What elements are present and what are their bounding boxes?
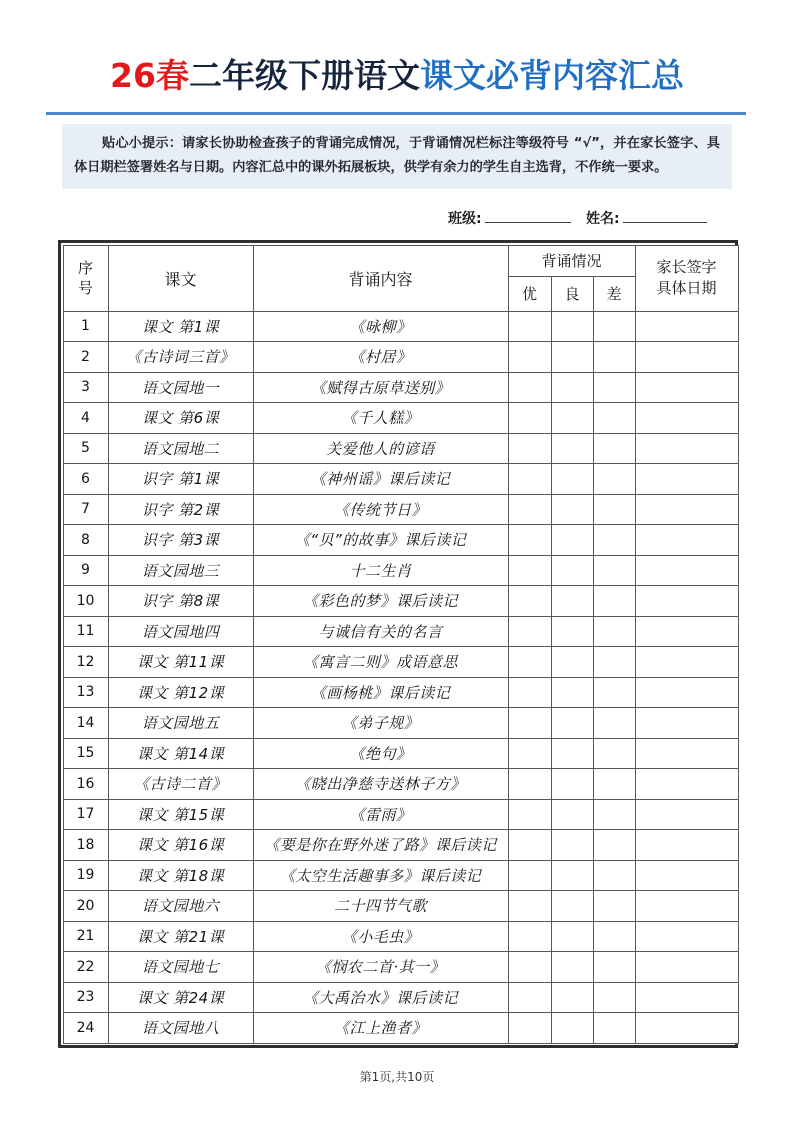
cell-index: 16 bbox=[63, 769, 108, 800]
cell-index: 24 bbox=[63, 1013, 108, 1044]
tip-text: 贴心小提示：请家长协助检查孩子的背诵完成情况，于背诵情况栏标注等级符号 “√”，并在家长签字、具体日期栏签署姓名与日期。内容汇总中的课外拓展板块，供学有余力的学生自主选背，不作统一要求。 bbox=[74, 136, 720, 175]
identity-line bbox=[62, 208, 734, 234]
cell-content: 《咏柳》 bbox=[253, 311, 508, 342]
page-footer: 第1页,共10页 bbox=[359, 1070, 435, 1084]
cell-lesson: 《古诗词三首》 bbox=[108, 342, 253, 373]
table-row bbox=[63, 708, 738, 739]
cell-content: 《太空生活趣事多》课后读记 bbox=[253, 860, 508, 891]
title-part-grade: 二年级下册语文 bbox=[188, 56, 420, 95]
cell-content: 《神州谣》课后读记 bbox=[253, 464, 508, 495]
table-row bbox=[63, 769, 738, 800]
title-underline-rule bbox=[46, 112, 746, 115]
recitation-table-frame bbox=[58, 240, 738, 1048]
header-excellent: 优 bbox=[508, 276, 551, 311]
cell-status-poor[interactable] bbox=[593, 464, 635, 495]
cell-content: 《寓言二则》成语意思 bbox=[253, 647, 508, 678]
cell-content: 《村居》 bbox=[253, 342, 508, 373]
cell-lesson: 课文 第15课 bbox=[108, 799, 253, 830]
cell-status-poor[interactable] bbox=[593, 921, 635, 952]
cell-status-poor[interactable] bbox=[593, 952, 635, 983]
table-row bbox=[63, 921, 738, 952]
header-index bbox=[63, 245, 108, 311]
cell-status-excellent[interactable] bbox=[508, 433, 551, 464]
cell-signature[interactable] bbox=[635, 891, 738, 922]
cell-status-poor[interactable] bbox=[593, 677, 635, 708]
cell-index: 22 bbox=[63, 952, 108, 983]
cell-status-good[interactable] bbox=[551, 708, 593, 739]
cell-status-excellent[interactable] bbox=[508, 555, 551, 586]
cell-status-poor[interactable] bbox=[593, 433, 635, 464]
cell-content: 与诚信有关的名言 bbox=[253, 616, 508, 647]
cell-index: 6 bbox=[63, 464, 108, 495]
cell-content: 十二生肖 bbox=[253, 555, 508, 586]
cell-lesson: 《古诗二首》 bbox=[108, 769, 253, 800]
cell-content: 《雷雨》 bbox=[253, 799, 508, 830]
cell-index: 18 bbox=[63, 830, 108, 861]
cell-status-good[interactable] bbox=[551, 952, 593, 983]
table-row bbox=[63, 891, 738, 922]
name-input-blank[interactable] bbox=[623, 208, 707, 223]
cell-status-poor[interactable] bbox=[593, 372, 635, 403]
table-row bbox=[63, 952, 738, 983]
cell-status-poor[interactable] bbox=[593, 738, 635, 769]
cell-lesson: 识字 第1课 bbox=[108, 464, 253, 495]
cell-status-good[interactable] bbox=[551, 738, 593, 769]
cell-content: 关爱他人的谚语 bbox=[253, 433, 508, 464]
cell-status-good[interactable] bbox=[551, 1013, 593, 1044]
cell-index: 17 bbox=[63, 799, 108, 830]
cell-status-poor[interactable] bbox=[593, 616, 635, 647]
cell-content: 《悯农二首·其一》 bbox=[253, 952, 508, 983]
cell-status-good[interactable] bbox=[551, 830, 593, 861]
cell-status-good[interactable] bbox=[551, 464, 593, 495]
cell-index: 12 bbox=[63, 647, 108, 678]
cell-content: 《要是你在野外迷了路》课后读记 bbox=[253, 830, 508, 861]
table-row bbox=[63, 586, 738, 617]
cell-signature[interactable] bbox=[635, 860, 738, 891]
cell-signature[interactable] bbox=[635, 1013, 738, 1044]
cell-status-poor[interactable] bbox=[593, 708, 635, 739]
table-row bbox=[63, 677, 738, 708]
cell-status-poor[interactable] bbox=[593, 982, 635, 1013]
cell-lesson: 识字 第2课 bbox=[108, 494, 253, 525]
table-row bbox=[63, 525, 738, 556]
cell-status-good[interactable] bbox=[551, 494, 593, 525]
cell-signature[interactable] bbox=[635, 464, 738, 495]
cell-status-excellent[interactable] bbox=[508, 311, 551, 342]
cell-status-good[interactable] bbox=[551, 372, 593, 403]
cell-status-poor[interactable] bbox=[593, 891, 635, 922]
cell-lesson: 课文 第11课 bbox=[108, 647, 253, 678]
cell-content: 《大禹治水》课后读记 bbox=[253, 982, 508, 1013]
cell-status-poor[interactable] bbox=[593, 403, 635, 434]
table-header-row-1 bbox=[63, 245, 738, 276]
cell-signature[interactable] bbox=[635, 952, 738, 983]
table-row bbox=[63, 403, 738, 434]
cell-index: 3 bbox=[63, 372, 108, 403]
cell-lesson: 课文 第21课 bbox=[108, 921, 253, 952]
cell-status-excellent[interactable] bbox=[508, 982, 551, 1013]
header-index-line2: 号 bbox=[77, 279, 93, 297]
cell-index: 14 bbox=[63, 708, 108, 739]
cell-status-poor[interactable] bbox=[593, 799, 635, 830]
table-row bbox=[63, 860, 738, 891]
title-part-subject: 课文必背内容汇总 bbox=[419, 56, 684, 95]
table-row bbox=[63, 464, 738, 495]
cell-signature[interactable] bbox=[635, 799, 738, 830]
cell-signature[interactable] bbox=[635, 738, 738, 769]
cell-content: 《弟子规》 bbox=[253, 708, 508, 739]
cell-index: 7 bbox=[63, 494, 108, 525]
cell-lesson: 课文 第16课 bbox=[108, 830, 253, 861]
cell-lesson: 语文园地三 bbox=[108, 555, 253, 586]
cell-status-excellent[interactable] bbox=[508, 952, 551, 983]
cell-lesson: 课文 第6课 bbox=[108, 403, 253, 434]
cell-signature[interactable] bbox=[635, 677, 738, 708]
cell-status-excellent[interactable] bbox=[508, 342, 551, 373]
cell-signature[interactable] bbox=[635, 403, 738, 434]
cell-signature[interactable] bbox=[635, 647, 738, 678]
cell-index: 23 bbox=[63, 982, 108, 1013]
tip-box bbox=[62, 124, 732, 189]
cell-status-good[interactable] bbox=[551, 799, 593, 830]
cell-status-poor[interactable] bbox=[593, 647, 635, 678]
cell-lesson: 语文园地五 bbox=[108, 708, 253, 739]
table-row bbox=[63, 555, 738, 586]
cell-status-poor[interactable] bbox=[593, 586, 635, 617]
table-row bbox=[63, 1013, 738, 1044]
cell-status-good[interactable] bbox=[551, 616, 593, 647]
header-index-line1: 序 bbox=[77, 258, 93, 277]
cell-lesson: 识字 第3课 bbox=[108, 525, 253, 556]
cell-content: 《江上渔者》 bbox=[253, 1013, 508, 1044]
class-input-blank[interactable] bbox=[485, 208, 571, 223]
name-label: 姓名: bbox=[586, 211, 620, 227]
cell-content: 《千人糕》 bbox=[253, 403, 508, 434]
cell-status-poor[interactable] bbox=[593, 342, 635, 373]
cell-status-good[interactable] bbox=[551, 342, 593, 373]
cell-status-excellent[interactable] bbox=[508, 525, 551, 556]
cell-lesson: 识字 第8课 bbox=[108, 586, 253, 617]
cell-index: 13 bbox=[63, 677, 108, 708]
cell-index: 10 bbox=[63, 586, 108, 617]
page-title bbox=[46, 58, 748, 95]
cell-signature[interactable] bbox=[635, 311, 738, 342]
cell-signature[interactable] bbox=[635, 525, 738, 556]
cell-status-poor[interactable] bbox=[593, 494, 635, 525]
header-signature-line1: 家长签字 bbox=[656, 258, 717, 276]
cell-status-poor[interactable] bbox=[593, 311, 635, 342]
cell-index: 1 bbox=[63, 311, 108, 342]
cell-signature[interactable] bbox=[635, 433, 738, 464]
cell-status-excellent[interactable] bbox=[508, 372, 551, 403]
cell-content: 《彩色的梦》课后读记 bbox=[253, 586, 508, 617]
cell-signature[interactable] bbox=[635, 616, 738, 647]
cell-signature[interactable] bbox=[635, 586, 738, 617]
cell-status-excellent[interactable] bbox=[508, 464, 551, 495]
cell-status-good[interactable] bbox=[551, 586, 593, 617]
header-content: 背诵内容 bbox=[253, 245, 508, 311]
cell-lesson: 课文 第12课 bbox=[108, 677, 253, 708]
cell-status-excellent[interactable] bbox=[508, 830, 551, 861]
cell-index: 2 bbox=[63, 342, 108, 373]
table-row bbox=[63, 433, 738, 464]
cell-lesson: 语文园地八 bbox=[108, 1013, 253, 1044]
cell-status-good[interactable] bbox=[551, 982, 593, 1013]
cell-status-excellent[interactable] bbox=[508, 494, 551, 525]
cell-index: 21 bbox=[63, 921, 108, 952]
table-row bbox=[63, 982, 738, 1013]
cell-status-good[interactable] bbox=[551, 891, 593, 922]
cell-status-excellent[interactable] bbox=[508, 921, 551, 952]
cell-lesson: 语文园地七 bbox=[108, 952, 253, 983]
cell-status-poor[interactable] bbox=[593, 860, 635, 891]
table-row bbox=[63, 647, 738, 678]
header-signature-line2: 具体日期 bbox=[656, 279, 717, 297]
cell-status-good[interactable] bbox=[551, 769, 593, 800]
header-status: 背诵情况 bbox=[508, 245, 635, 276]
cell-signature[interactable] bbox=[635, 921, 738, 952]
cell-status-good[interactable] bbox=[551, 647, 593, 678]
cell-status-good[interactable] bbox=[551, 860, 593, 891]
cell-status-good[interactable] bbox=[551, 433, 593, 464]
header-poor: 差 bbox=[593, 276, 635, 311]
cell-status-excellent[interactable] bbox=[508, 586, 551, 617]
cell-lesson: 课文 第14课 bbox=[108, 738, 253, 769]
cell-status-excellent[interactable] bbox=[508, 708, 551, 739]
cell-signature[interactable] bbox=[635, 982, 738, 1013]
cell-status-poor[interactable] bbox=[593, 830, 635, 861]
cell-status-excellent[interactable] bbox=[508, 799, 551, 830]
cell-status-good[interactable] bbox=[551, 555, 593, 586]
header-signature bbox=[635, 245, 738, 311]
cell-index: 15 bbox=[63, 738, 108, 769]
cell-index: 4 bbox=[63, 403, 108, 434]
header-lesson: 课文 bbox=[108, 245, 253, 311]
cell-status-poor[interactable] bbox=[593, 1013, 635, 1044]
cell-status-poor[interactable] bbox=[593, 769, 635, 800]
cell-lesson: 课文 第18课 bbox=[108, 860, 253, 891]
cell-index: 8 bbox=[63, 525, 108, 556]
cell-status-excellent[interactable] bbox=[508, 860, 551, 891]
table-body bbox=[63, 311, 738, 1043]
cell-status-excellent[interactable] bbox=[508, 1013, 551, 1044]
cell-status-poor[interactable] bbox=[593, 555, 635, 586]
table-header bbox=[63, 245, 738, 311]
cell-content: 《传统节日》 bbox=[253, 494, 508, 525]
cell-content: 《赋得古原草送别》 bbox=[253, 372, 508, 403]
name-field bbox=[586, 208, 707, 228]
class-field bbox=[448, 208, 571, 228]
cell-status-excellent[interactable] bbox=[508, 891, 551, 922]
title-part-season: 26春 bbox=[110, 56, 189, 95]
cell-index: 19 bbox=[63, 860, 108, 891]
cell-status-poor[interactable] bbox=[593, 525, 635, 556]
table-row bbox=[63, 799, 738, 830]
cell-lesson: 课文 第1课 bbox=[108, 311, 253, 342]
cell-lesson: 语文园地一 bbox=[108, 372, 253, 403]
cell-status-good[interactable] bbox=[551, 403, 593, 434]
cell-signature[interactable] bbox=[635, 342, 738, 373]
cell-status-excellent[interactable] bbox=[508, 738, 551, 769]
table-row bbox=[63, 311, 738, 342]
recitation-table bbox=[63, 245, 739, 1044]
cell-signature[interactable] bbox=[635, 830, 738, 861]
cell-status-excellent[interactable] bbox=[508, 769, 551, 800]
cell-status-good[interactable] bbox=[551, 921, 593, 952]
cell-signature[interactable] bbox=[635, 555, 738, 586]
cell-status-excellent[interactable] bbox=[508, 403, 551, 434]
cell-content: 《画杨桃》课后读记 bbox=[253, 677, 508, 708]
cell-index: 5 bbox=[63, 433, 108, 464]
cell-content: 《“贝”的故事》课后读记 bbox=[253, 525, 508, 556]
table-row bbox=[63, 494, 738, 525]
header-good: 良 bbox=[551, 276, 593, 311]
class-label: 班级: bbox=[448, 211, 482, 227]
table-row bbox=[63, 372, 738, 403]
cell-lesson: 语文园地二 bbox=[108, 433, 253, 464]
cell-signature[interactable] bbox=[635, 494, 738, 525]
table-row bbox=[63, 830, 738, 861]
cell-status-excellent[interactable] bbox=[508, 616, 551, 647]
table-row bbox=[63, 342, 738, 373]
cell-lesson: 语文园地四 bbox=[108, 616, 253, 647]
cell-index: 9 bbox=[63, 555, 108, 586]
cell-status-excellent[interactable] bbox=[508, 677, 551, 708]
cell-lesson: 课文 第24课 bbox=[108, 982, 253, 1013]
cell-content: 《小毛虫》 bbox=[253, 921, 508, 952]
cell-content: 《晓出净慈寺送林子方》 bbox=[253, 769, 508, 800]
table-row bbox=[63, 616, 738, 647]
cell-status-good[interactable] bbox=[551, 311, 593, 342]
cell-status-good[interactable] bbox=[551, 677, 593, 708]
cell-status-excellent[interactable] bbox=[508, 647, 551, 678]
cell-content: 二十四节气歌 bbox=[253, 891, 508, 922]
cell-signature[interactable] bbox=[635, 769, 738, 800]
cell-status-good[interactable] bbox=[551, 525, 593, 556]
cell-index: 20 bbox=[63, 891, 108, 922]
table-row bbox=[63, 738, 738, 769]
cell-signature[interactable] bbox=[635, 372, 738, 403]
cell-content: 《绝句》 bbox=[253, 738, 508, 769]
cell-signature[interactable] bbox=[635, 708, 738, 739]
cell-index: 11 bbox=[63, 616, 108, 647]
cell-lesson: 语文园地六 bbox=[108, 891, 253, 922]
